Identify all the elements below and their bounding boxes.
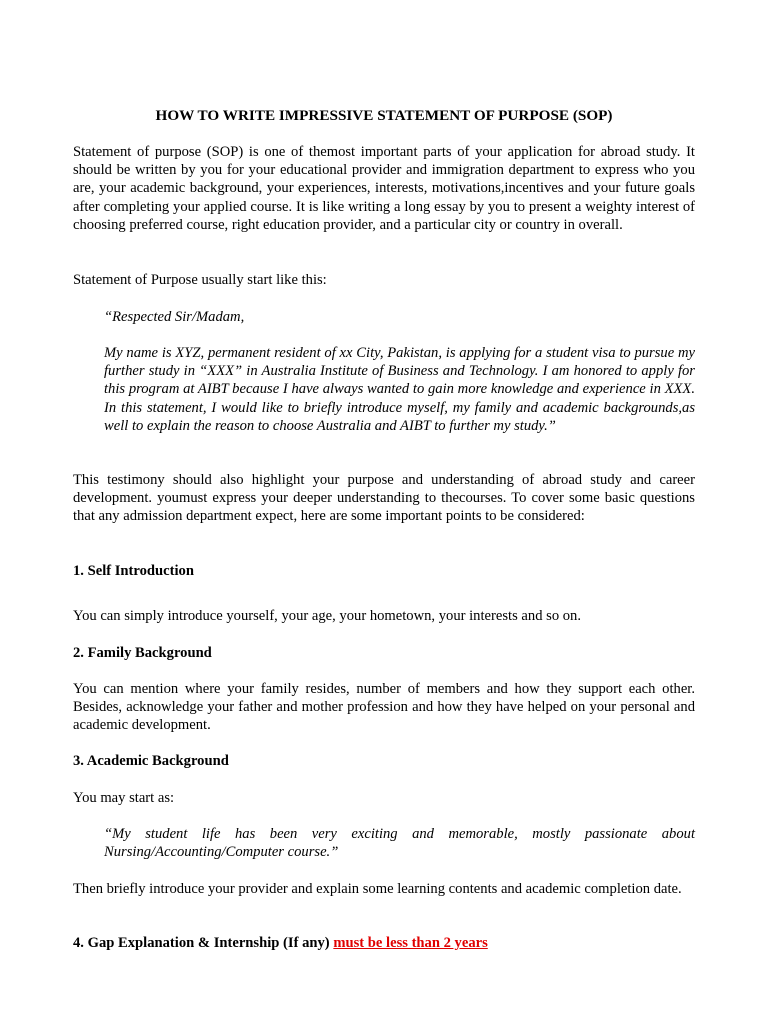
intro-paragraph: Statement of purpose (SOP) is one of themost important parts of your application for abroad study. It should be written by you for your educational provider and immigration department to express who you are, your academic background, your experiences, interests, motivations,incentives and your future goals after completing your applied course. It is like writing a long essay by you to present a weighty interest of choosing preferred course, right education provider, and a particular city or country in overall.	[73, 144, 695, 233]
section-body-self-introduction: You can simply introduce yourself, your age, your hometown, your interests and so on.	[73, 608, 582, 624]
section-body-academic-background: You may start as:	[73, 790, 175, 806]
provider-paragraph: Then briefly introduce your provider and explain some learning contents and academic completion date.	[73, 881, 682, 897]
start-like-text: Statement of Purpose usually start like this:	[73, 272, 327, 288]
section-heading-family-background: 2. Family Background	[73, 645, 212, 661]
section-heading-gap-explanation	[73, 934, 695, 952]
salutation-quote: “Respected Sir/Madam,	[104, 309, 245, 325]
academic-quote: “My student life has been very exciting and memorable, mostly passionate about Nursing/Accounting/Computer course.”	[104, 826, 695, 861]
section-heading-academic-background: 3. Academic Background	[73, 753, 229, 769]
section-body-family-background: You can mention where your family resides, number of members and how they support each other. Besides, acknowledge your father and mother profession and how they have helped on your personal and academic development.	[73, 681, 695, 734]
gap-limit-note: must be less than 2 years	[333, 935, 488, 951]
gap-heading-text: 4. Gap Explanation & Internship (If any)	[73, 935, 330, 951]
testimony-paragraph: This testimony should also highlight your purpose and understanding of abroad study and career development. youmust express your deeper understanding to thecourses. To cover some basic questions that any admission department expect, here are some important points to be considered:	[73, 472, 695, 525]
section-heading-self-introduction: 1. Self Introduction	[73, 563, 194, 579]
sample-sop-quote: My name is XYZ, permanent resident of xx City, Pakistan, is applying for a student visa to pursue my further study in “XXX” in Australia Institute of Business and Technology. I am honored to apply for this program at AIBT because I have always wanted to gain more knowledge and experience in XXX. In this statement, I would like to briefly introduce myself, my family and academic backgrounds,as well to explain the reason to choose Australia and AIBT to further my study.”	[104, 345, 695, 434]
document-title: HOW TO WRITE IMPRESSIVE STATEMENT OF PURPOSE (SOP)	[155, 107, 613, 124]
